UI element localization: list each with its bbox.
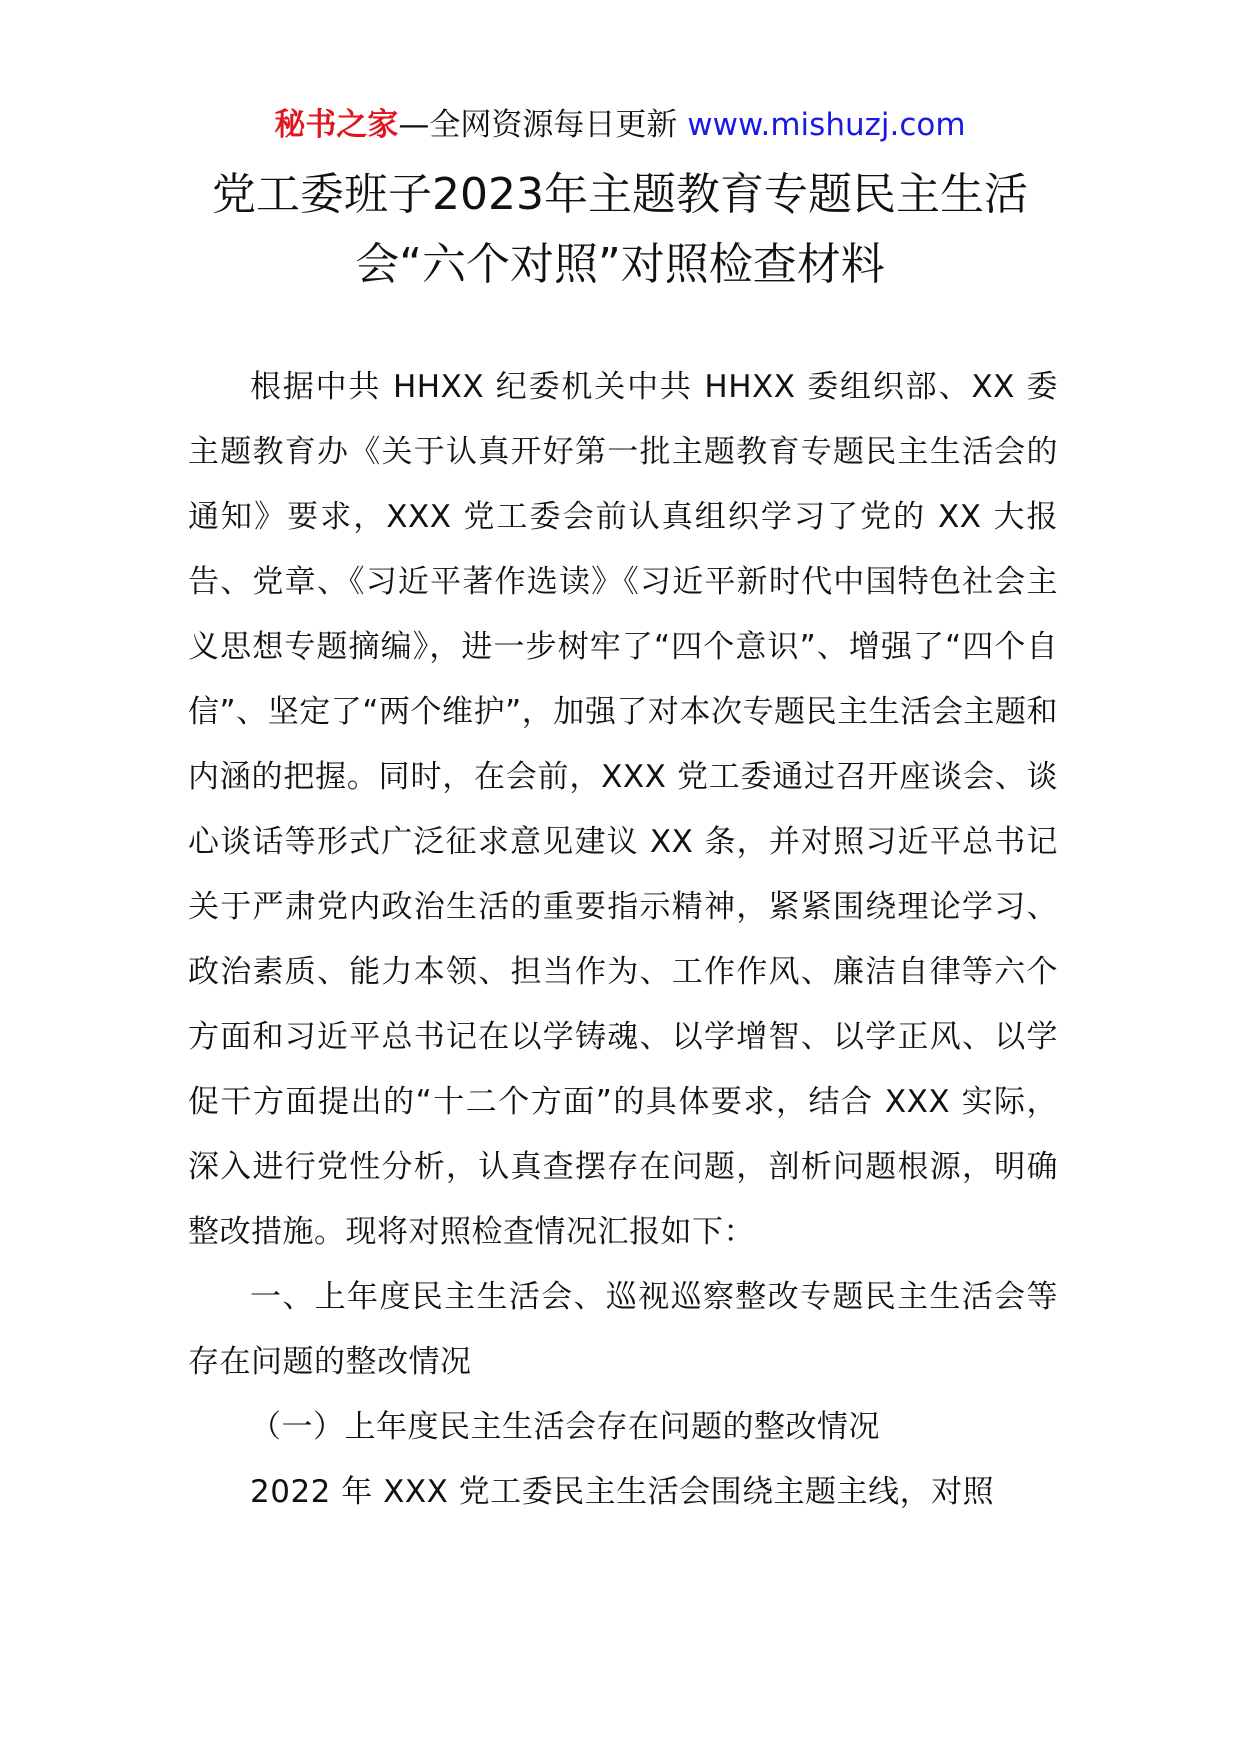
brand-name: 秘书之家 [274, 107, 399, 143]
body-paragraph-2: 2022 年 XXX 党工委民主生活会围绕主题主线，对照 [250, 1474, 995, 1510]
header-slogan: —全网资源每日更新 [398, 107, 678, 143]
document-title [160, 160, 1080, 300]
title-line-2: 会“六个对照”对照检查材料 [355, 239, 885, 290]
document-body [188, 355, 1058, 1525]
site-link[interactable]: www.mishuzj.com [687, 107, 966, 143]
subsection-heading-1: （一）上年度民主生活会存在问题的整改情况 [250, 1409, 880, 1445]
body-paragraph-intro: 根据中共 HHXX 纪委机关中共 HHXX 委组织部、XX 委主题教育办《关于认真开好第一批主题教育专题民主生活会的通知》要求，XXX 党工委会前认真组织学习了党的 XX 大报告、党章、《习近平著作选读》《习近平新时代中国特色社会主义思想专题摘编》，进一步树牢了“四个意识”、增强了“四个自信”、坚定了“两个维护”，加强了对本次专题民主生活会主题和内涵的把握。同时，在会前，XXX 党工委通过召开座谈会、谈心谈话等形式广泛征求意见建议 XX 条，并对照习近平总书记关于严肃党内政治生活的重要指示精神，紧紧围绕理论学习、政治素质、能力本领、担当作为、工作作风、廉洁自律等六个方面和习近平总书记在以学铸魂、以学增智、以学正风、以学促干方面提出的“十二个方面”的具体要求，结合 XXX 实际，深入进行党性分析，认真查摆存在问题，剖析问题根源，明确整改措施。现将对照检查情况汇报如下： [188, 369, 1058, 1250]
site-header [0, 103, 1240, 147]
title-line-1: 党工委班子2023年主题教育专题民主生活 [212, 169, 1028, 220]
section-heading-1: 一、上年度民主生活会、巡视巡察整改专题民主生活会等存在问题的整改情况 [188, 1279, 1058, 1380]
